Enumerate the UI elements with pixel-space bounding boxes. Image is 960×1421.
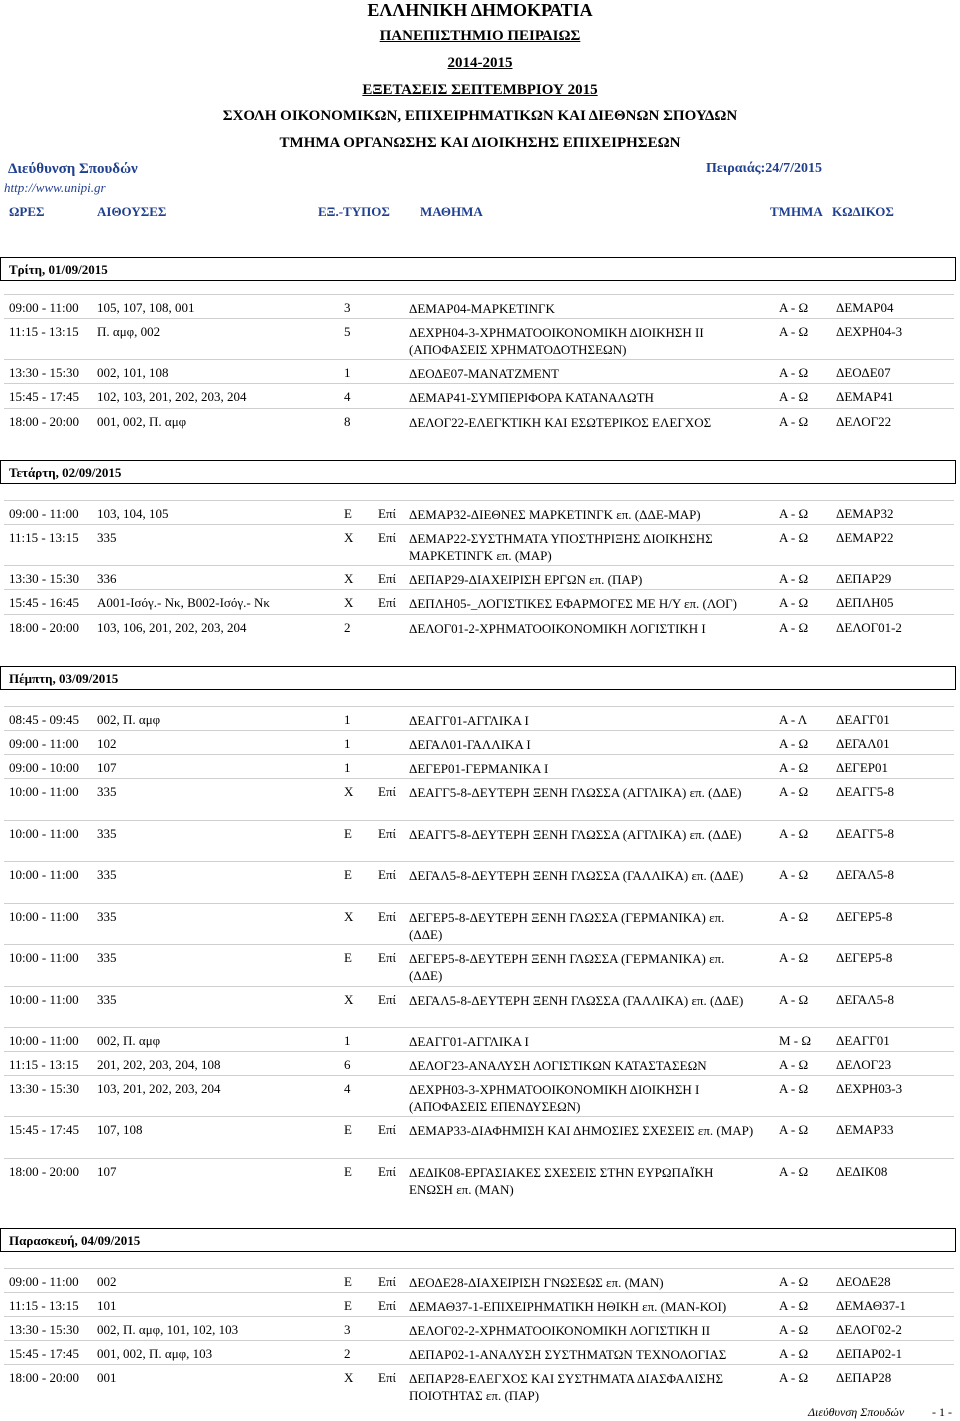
exam-time: 10:00 - 11:00 — [9, 1033, 79, 1048]
exam-typ: Χ — [344, 784, 354, 799]
exam-time: 18:00 - 20:00 — [9, 620, 80, 635]
exam-yr: Α - Ω — [779, 300, 809, 315]
day-label: Πέμπτη, 03/09/2015 — [9, 671, 119, 686]
exam-yr: Α - Ω — [779, 389, 809, 404]
exam-yr: Α - Ω — [779, 414, 809, 429]
exam-typ: Χ — [344, 571, 354, 586]
exam-time: 11:15 - 13:15 — [9, 1298, 79, 1313]
exam-yr: Α - Ω — [779, 1370, 809, 1385]
exam-typ: Ε — [344, 950, 352, 965]
exam-yr: Α - Ω — [779, 365, 809, 380]
exam-time: 09:00 - 11:00 — [9, 506, 79, 521]
exam-yr: Α - Ω — [779, 620, 809, 635]
exam-rooms: 107, 108 — [97, 1122, 143, 1137]
row-divider — [4, 1340, 954, 1341]
col-code: ΚΩΔΙΚΟΣ — [832, 204, 894, 219]
exam-typ: 1 — [344, 365, 351, 380]
exam-epi: Επί — [378, 1370, 397, 1385]
exam-typ: 4 — [344, 1081, 351, 1096]
exam-rooms: 002, 101, 108 — [97, 365, 169, 380]
exam-epi: Επί — [378, 530, 397, 545]
exam-typ: 2 — [344, 620, 351, 635]
row-divider — [4, 1316, 954, 1317]
exam-time: 09:00 - 10:00 — [9, 760, 80, 775]
header-school: ΣΧΟΛΗ ΟΙΚΟΝΟΜΙΚΩΝ, ΕΠΙΧΕΙΡΗΜΑΤΙΚΩΝ ΚΑΙ ΔΙΕΘΝΩΝ ΣΠΟΥΔΩΝ — [222, 108, 738, 124]
exam-yr: Α - Ω — [779, 1274, 809, 1289]
exam-course: ΔΕΟΔΕ28-ΔΙΑΧΕΙΡΙΣΗ ΓΝΩΣΕΩΣ επ. (ΜΑΝ) — [409, 1275, 664, 1290]
exam-course: ΔΕΓΕΡ5-8-ΔΕΥΤΕΡΗ ΞΕΝΗ ΓΛΩΣΣΑ (ΓΕΡΜΑΝΙΚΑ) επ. (ΔΔΕ) — [409, 910, 725, 942]
header-republic: ΕΛΛΗΝΙΚΗ ΔΗΜΟΚΡΑΤΙΑ — [367, 0, 593, 20]
exam-time: 10:00 - 11:00 — [9, 784, 79, 799]
row-divider — [4, 318, 954, 319]
header-academic-year: 2014-2015 — [447, 55, 513, 71]
exam-typ: 8 — [344, 414, 351, 429]
row-divider — [4, 1075, 954, 1076]
col-course: ΜΑΘΗΜΑ — [420, 204, 483, 219]
exam-rooms: 105, 107, 108, 001 — [97, 300, 195, 315]
exam-code: ΔΕΠΑΡ29 — [836, 571, 892, 586]
row-divider — [4, 820, 954, 821]
exam-yr: Α - Ω — [779, 760, 809, 775]
exam-yr: Α - Ω — [779, 992, 809, 1007]
exam-yr: Α - Λ — [779, 712, 808, 727]
exam-yr: Α - Ω — [779, 506, 809, 521]
exam-course: ΔΕΠΛΗ05-_ΛΟΓΙΣΤΙΚΕΣ ΕΦΑΡΜΟΓΕΣ ΜΕ Η/Υ επ. (ΛΟΓ) — [409, 596, 737, 611]
exam-code: ΔΕΔΙΚ08 — [836, 1164, 888, 1179]
exam-rooms: Π. αμφ, 002 — [97, 324, 161, 339]
row-divider — [4, 944, 954, 945]
exam-course: ΔΕΑΓΓ5-8-ΔΕΥΤΕΡΗ ΞΕΝΗ ΓΛΩΣΣΑ (ΑΓΓΛΙΚΑ) επ. (ΔΔΕ) — [409, 785, 742, 800]
exam-code: ΔΕΧΡΗ03-3 — [836, 1081, 903, 1096]
exam-typ: 3 — [344, 1322, 351, 1337]
website-link[interactable]: http://www.unipi.gr — [4, 180, 106, 195]
exam-time: 11:15 - 13:15 — [9, 1057, 79, 1072]
day-label: Παρασκευή, 04/09/2015 — [9, 1233, 141, 1248]
row-divider — [4, 986, 954, 987]
exam-code: ΔΕΓΑΛ01 — [836, 736, 890, 751]
exam-epi: Επί — [378, 867, 397, 882]
exam-course: ΔΕΑΓΓ01-ΑΓΓΛΙΚΑ Ι — [409, 1034, 529, 1049]
col-rooms: ΑΙΘΟΥΣΕΣ — [97, 204, 167, 219]
exam-code: ΔΕΑΓΓ01 — [836, 712, 890, 727]
exam-code: ΔΕΠΑΡ28 — [836, 1370, 892, 1385]
day-header — [0, 460, 956, 484]
exam-course: ΔΕΓΕΡ5-8-ΔΕΥΤΕΡΗ ΞΕΝΗ ΓΛΩΣΣΑ (ΓΕΡΜΑΝΙΚΑ) επ. (ΔΔΕ) — [409, 951, 725, 983]
exam-typ: Ε — [344, 826, 352, 841]
col-type: ΕΞ.-ΤΥΠΟΣ — [318, 204, 390, 219]
exam-code: ΔΕΟΔΕ28 — [836, 1274, 891, 1289]
exam-epi: Επί — [378, 1274, 397, 1289]
exam-typ: Χ — [344, 595, 354, 610]
exam-typ: Χ — [344, 1370, 354, 1385]
exam-time: 13:30 - 15:30 — [9, 1081, 80, 1096]
exam-time: 18:00 - 20:00 — [9, 1164, 80, 1179]
exam-time: 10:00 - 11:00 — [9, 909, 79, 924]
exam-yr: Α - Ω — [779, 324, 809, 339]
exam-typ: Ε — [344, 1122, 352, 1137]
row-divider — [4, 1027, 954, 1028]
exam-yr: Α - Ω — [779, 1346, 809, 1361]
row-divider — [4, 589, 954, 590]
exam-course: ΔΕΓΑΛ5-8-ΔΕΥΤΕΡΗ ΞΕΝΗ ΓΛΩΣΣΑ (ΓΑΛΛΙΚΑ) επ. (ΔΔΕ) — [409, 868, 744, 883]
exam-course: ΔΕΑΓΓ5-8-ΔΕΥΤΕΡΗ ΞΕΝΗ ΓΛΩΣΣΑ (ΑΓΓΛΙΚΑ) επ. (ΔΔΕ) — [409, 827, 742, 842]
exam-yr: Α - Ω — [779, 530, 809, 545]
exam-rooms: 103, 104, 105 — [97, 506, 169, 521]
day-label: Τετάρτη, 02/09/2015 — [9, 465, 122, 480]
exam-rooms: 002, Π. αμφ — [97, 1033, 161, 1048]
exam-time: 09:00 - 11:00 — [9, 1274, 79, 1289]
exam-time: 18:00 - 20:00 — [9, 1370, 80, 1385]
exam-typ: 4 — [344, 389, 351, 404]
exam-typ: 1 — [344, 760, 351, 775]
exam-time: 13:30 - 15:30 — [9, 571, 80, 586]
exam-typ: Ε — [344, 1274, 352, 1289]
exam-rooms: 102 — [97, 736, 117, 751]
row-divider — [4, 903, 954, 904]
row-divider — [4, 1268, 954, 1269]
exam-rooms: 335 — [97, 992, 117, 1007]
exam-code: ΔΕΑΓΓ01 — [836, 1033, 890, 1048]
exam-time: 10:00 - 11:00 — [9, 992, 79, 1007]
exam-time: 08:45 - 09:45 — [9, 712, 80, 727]
row-divider — [4, 524, 954, 525]
exam-rooms: 335 — [97, 530, 117, 545]
exam-typ: 1 — [344, 712, 351, 727]
col-dept: ΤΜΗΜΑ — [770, 204, 823, 219]
exam-code: ΔΕΛΟΓ01-2 — [836, 620, 902, 635]
exam-yr: Α - Ω — [779, 1081, 809, 1096]
exam-rooms: 001, 002, Π. αμφ — [97, 414, 187, 429]
exam-course: ΔΕΔΙΚ08-ΕΡΓΑΣΙΑΚΕΣ ΣΧΕΣΕΙΣ ΣΤΗΝ ΕΥΡΩΠΑΪΚΗ ΕΝΩΣΗ επ. (ΜΑΝ) — [409, 1165, 714, 1197]
exam-rooms: 103, 106, 201, 202, 203, 204 — [97, 620, 247, 635]
exam-typ: 1 — [344, 736, 351, 751]
exam-rooms: 001 — [97, 1370, 117, 1385]
exam-typ: Χ — [344, 992, 354, 1007]
exam-time: 15:45 - 17:45 — [9, 1346, 80, 1361]
exam-course: ΔΕΧΡΗ03-3-ΧΡΗΜΑΤΟΟΙΚΟΝΟΜΙΚΗ ΔΙΟΙΚΗΣΗ Ι (ΑΠΟΦΑΣΕΙΣ ΕΠΕΝΔΥΣΕΩΝ) — [409, 1082, 700, 1114]
exam-time: 09:00 - 11:00 — [9, 300, 79, 315]
exam-course: ΔΕΠΑΡ28-ΕΛΕΓΧΟΣ ΚΑΙ ΣΥΣΤΗΜΑΤΑ ΔΙΑΣΦΑΛΙΣΗΣ ΠΟΙΟΤΗΤΑΣ επ. (ΠΑΡ) — [409, 1371, 724, 1403]
header-university: ΠΑΝΕΠΙΣΤΗΜΙΟ ΠΕΙΡΑΙΩΣ — [379, 28, 581, 44]
row-divider — [4, 1292, 954, 1293]
exam-code: ΔΕΜΑΡ33 — [836, 1122, 894, 1137]
exam-code: ΔΕΑΓΓ5-8 — [836, 826, 895, 841]
exam-typ: 3 — [344, 300, 351, 315]
exam-typ: 5 — [344, 324, 351, 339]
exam-yr: Μ - Ω — [779, 1033, 812, 1048]
exam-yr: Α - Ω — [779, 1322, 809, 1337]
exam-typ: Ε — [344, 1164, 352, 1179]
row-divider — [4, 565, 954, 566]
exam-time: 10:00 - 11:00 — [9, 826, 79, 841]
exam-rooms: 107 — [97, 1164, 117, 1179]
exam-course: ΔΕΟΔΕ07-ΜΑΝΑΤΖΜΕΝΤ — [409, 366, 560, 381]
exam-epi: Επί — [378, 1164, 397, 1179]
day-header — [0, 666, 956, 690]
exam-code: ΔΕΛΟΓ22 — [836, 414, 892, 429]
exam-time: 10:00 - 11:00 — [9, 867, 79, 882]
exam-course: ΔΕΜΑΡ33-ΔΙΑΦΗΜΙΣΗ ΚΑΙ ΔΗΜΟΣΙΕΣ ΣΧΕΣΕΙΣ επ. (ΜΑΡ) — [409, 1123, 754, 1138]
exam-code: ΔΕΛΟΓ02-2 — [836, 1322, 902, 1337]
exam-epi: Επί — [378, 950, 397, 965]
exam-time: 10:00 - 11:00 — [9, 950, 79, 965]
exam-rooms: 002, Π. αμφ, 101, 102, 103 — [97, 1322, 239, 1337]
exam-course: ΔΕΛΟΓ01-2-ΧΡΗΜΑΤΟΟΙΚΟΝΟΜΙΚΗ ΛΟΓΙΣΤΙΚΗ Ι — [409, 621, 706, 636]
exam-yr: Α - Ω — [779, 571, 809, 586]
row-divider — [4, 500, 954, 501]
exam-code: ΔΕΓΑΛ5-8 — [836, 867, 894, 882]
exam-code: ΔΕΜΑΡ04 — [836, 300, 894, 315]
exam-rooms: 201, 202, 203, 204, 108 — [97, 1057, 221, 1072]
exam-yr: Α - Ω — [779, 826, 809, 841]
row-divider — [4, 614, 954, 615]
day-header — [0, 1228, 956, 1252]
exam-time: 09:00 - 11:00 — [9, 736, 79, 751]
exam-typ: 1 — [344, 1033, 351, 1048]
exam-code: ΔΕΟΔΕ07 — [836, 365, 891, 380]
row-divider — [4, 1364, 954, 1365]
exam-code: ΔΕΜΑΡ32 — [836, 506, 894, 521]
exam-code: ΔΕΜΑΡ41 — [836, 389, 894, 404]
exam-rooms: 002 — [97, 1274, 117, 1289]
row-divider — [4, 1051, 954, 1052]
exam-time: 15:45 - 16:45 — [9, 595, 80, 610]
exam-code: ΔΕΓΕΡ01 — [836, 760, 888, 775]
exam-course: ΔΕΛΟΓ23-ΑΝΑΛΥΣΗ ΛΟΓΙΣΤΙΚΩΝ ΚΑΤΑΣΤΑΣΕΩΝ — [409, 1058, 707, 1073]
page-number: - 1 - — [932, 1405, 952, 1419]
exam-rooms: 103, 201, 202, 203, 204 — [97, 1081, 221, 1096]
exam-epi: Επί — [378, 571, 397, 586]
exam-yr: Α - Ω — [779, 784, 809, 799]
exam-code: ΔΕΛΟΓ23 — [836, 1057, 892, 1072]
header-exam-period: ΕΞΕΤΑΣΕΙΣ ΣΕΠΤΕΜΒΡΙΟΥ 2015 — [362, 82, 598, 98]
exam-course: ΔΕΜΑΡ32-ΔΙΕΘΝΕΣ ΜΑΡΚΕΤΙΝΓΚ επ. (ΔΔΕ-ΜΑΡ) — [409, 507, 701, 522]
exam-typ: Χ — [344, 530, 354, 545]
exam-rooms: 335 — [97, 826, 117, 841]
day-label: Τρίτη, 01/09/2015 — [9, 262, 108, 277]
exam-course: ΔΕΠΑΡ02-1-ΑΝΑΛΥΣΗ ΣΥΣΤΗΜΑΤΩΝ ΤΕΧΝΟΛΟΓΙΑΣ — [409, 1347, 727, 1362]
exam-rooms: 336 — [97, 571, 117, 586]
row-divider — [4, 1158, 954, 1159]
row-divider — [4, 359, 954, 360]
exam-course: ΔΕΜΑΡ04-ΜΑΡΚΕΤΙΝΓΚ — [409, 301, 555, 316]
exam-epi: Επί — [378, 826, 397, 841]
exam-epi: Επί — [378, 784, 397, 799]
exam-course: ΔΕΓΑΛ5-8-ΔΕΥΤΕΡΗ ΞΕΝΗ ΓΛΩΣΣΑ (ΓΑΛΛΙΚΑ) επ. (ΔΔΕ) — [409, 993, 744, 1008]
exam-epi: Επί — [378, 506, 397, 521]
exam-rooms: 101 — [97, 1298, 117, 1313]
exam-rooms: 002, Π. αμφ — [97, 712, 161, 727]
exam-epi: Επί — [378, 909, 397, 924]
exam-yr: Α - Ω — [779, 950, 809, 965]
row-divider — [4, 754, 954, 755]
row-divider — [4, 408, 954, 409]
row-divider — [4, 383, 954, 384]
city-date: Πειραιάς:24/7/2015 — [706, 161, 823, 176]
exam-course: ΔΕΛΟΓ02-2-ΧΡΗΜΑΤΟΟΙΚΟΝΟΜΙΚΗ ΛΟΓΙΣΤΙΚΗ ΙΙ — [409, 1323, 711, 1338]
exam-code: ΔΕΠΑΡ02-1 — [836, 1346, 903, 1361]
exam-yr: Α - Ω — [779, 909, 809, 924]
exam-course: ΔΕΜΑΘ37-1-ΕΠΙΧΕΙΡΗΜΑΤΙΚΗ ΗΘΙΚΗ επ. (ΜΑΝ-ΚΟΙ) — [409, 1299, 727, 1314]
exam-epi: Επί — [378, 1122, 397, 1137]
studies-directorate: Διεύθυνση Σπουδών — [8, 161, 138, 177]
exam-time: 11:15 - 13:15 — [9, 324, 79, 339]
exam-typ: Ε — [344, 1298, 352, 1313]
exam-time: 15:45 - 17:45 — [9, 389, 80, 404]
row-divider — [4, 294, 954, 295]
exam-rooms: 001, 002, Π. αμφ, 103 — [97, 1346, 213, 1361]
exam-yr: Α - Ω — [779, 1298, 809, 1313]
exam-rooms: 335 — [97, 867, 117, 882]
exam-rooms: 335 — [97, 784, 117, 799]
exam-course: ΔΕΛΟΓ22-ΕΛΕΓΚΤΙΚΗ ΚΑΙ ΕΣΩΤΕΡΙΚΟΣ ΕΛΕΓΧΟΣ — [409, 415, 712, 430]
exam-code: ΔΕΓΑΛ5-8 — [836, 992, 894, 1007]
exam-rooms: 102, 103, 201, 202, 203, 204 — [97, 389, 247, 404]
exam-course: ΔΕΧΡΗ04-3-ΧΡΗΜΑΤΟΟΙΚΟΝΟΜΙΚΗ ΔΙΟΙΚΗΣΗ ΙΙ (ΑΠΟΦΑΣΕΙΣ ΧΡΗΜΑΤΟΔΟΤΗΣΕΩΝ) — [409, 325, 704, 357]
exam-time: 18:00 - 20:00 — [9, 414, 80, 429]
exam-yr: Α - Ω — [779, 736, 809, 751]
exam-typ: Χ — [344, 909, 354, 924]
exam-epi: Επί — [378, 595, 397, 610]
exam-yr: Α - Ω — [779, 867, 809, 882]
exam-code: ΔΕΑΓΓ5-8 — [836, 784, 895, 799]
exam-time: 13:30 - 15:30 — [9, 365, 80, 380]
exam-code: ΔΕΜΑΡ22 — [836, 530, 894, 545]
exam-epi: Επί — [378, 992, 397, 1007]
exam-course: ΔΕΜΑΡ41-ΣΥΜΠΕΡΙΦΟΡΑ ΚΑΤΑΝΑΛΩΤΗ — [409, 390, 654, 405]
exam-epi: Επί — [378, 1298, 397, 1313]
row-divider — [4, 730, 954, 731]
exam-code: ΔΕΠΛΗ05 — [836, 595, 894, 610]
exam-yr: Α - Ω — [779, 595, 809, 610]
exam-code: ΔΕΧΡΗ04-3 — [836, 324, 903, 339]
header-department: ΤΜΗΜΑ ΟΡΓΑΝΩΣΗΣ ΚΑΙ ΔΙΟΙΚΗΣΗΣ ΕΠΙΧΕΙΡΗΣΕΩΝ — [279, 135, 681, 151]
row-divider — [4, 1116, 954, 1117]
exam-code: ΔΕΓΕΡ5-8 — [836, 950, 893, 965]
exam-typ: Ε — [344, 506, 352, 521]
exam-yr: Α - Ω — [779, 1057, 809, 1072]
row-divider — [4, 861, 954, 862]
exam-course: ΔΕΑΓΓ01-ΑΓΓΛΙΚΑ Ι — [409, 713, 529, 728]
exam-yr: Α - Ω — [779, 1122, 809, 1137]
exam-time: 13:30 - 15:30 — [9, 1322, 80, 1337]
exam-time: 11:15 - 13:15 — [9, 530, 79, 545]
exam-rooms: Α001-Ισόγ.- Νκ, Β002-Ισόγ.- Νκ — [97, 595, 270, 610]
exam-rooms: 335 — [97, 909, 117, 924]
exam-course: ΔΕΓΕΡ01-ΓΕΡΜΑΝΙΚΑ Ι — [409, 761, 549, 776]
footer-dept: Διεύθυνση Σπουδών — [808, 1405, 905, 1419]
exam-course: ΔΕΓΑΛ01-ΓΑΛΛΙΚΑ Ι — [409, 737, 531, 752]
exam-course: ΔΕΠΑΡ29-ΔΙΑΧΕΙΡΙΣΗ ΕΡΓΩΝ επ. (ΠΑΡ) — [409, 572, 643, 587]
exam-rooms: 107 — [97, 760, 117, 775]
exam-time: 15:45 - 17:45 — [9, 1122, 80, 1137]
row-divider — [4, 706, 954, 707]
exam-typ: 6 — [344, 1057, 351, 1072]
exam-code: ΔΕΜΑΘ37-1 — [836, 1298, 906, 1313]
exam-rooms: 335 — [97, 950, 117, 965]
row-divider — [4, 778, 954, 779]
day-header — [0, 257, 956, 281]
exam-typ: 2 — [344, 1346, 351, 1361]
exam-course: ΔΕΜΑΡ22-ΣΥΣΤΗΜΑΤΑ ΥΠΟΣΤΗΡΙΞΗΣ ΔΙΟΙΚΗΣΗΣ ΜΑΡΚΕΤΙΝΓΚ επ. (ΜΑΡ) — [409, 531, 713, 563]
col-hours: ΩΡΕΣ — [9, 204, 45, 219]
exam-code: ΔΕΓΕΡ5-8 — [836, 909, 893, 924]
exam-yr: Α - Ω — [779, 1164, 809, 1179]
exam-typ: Ε — [344, 867, 352, 882]
